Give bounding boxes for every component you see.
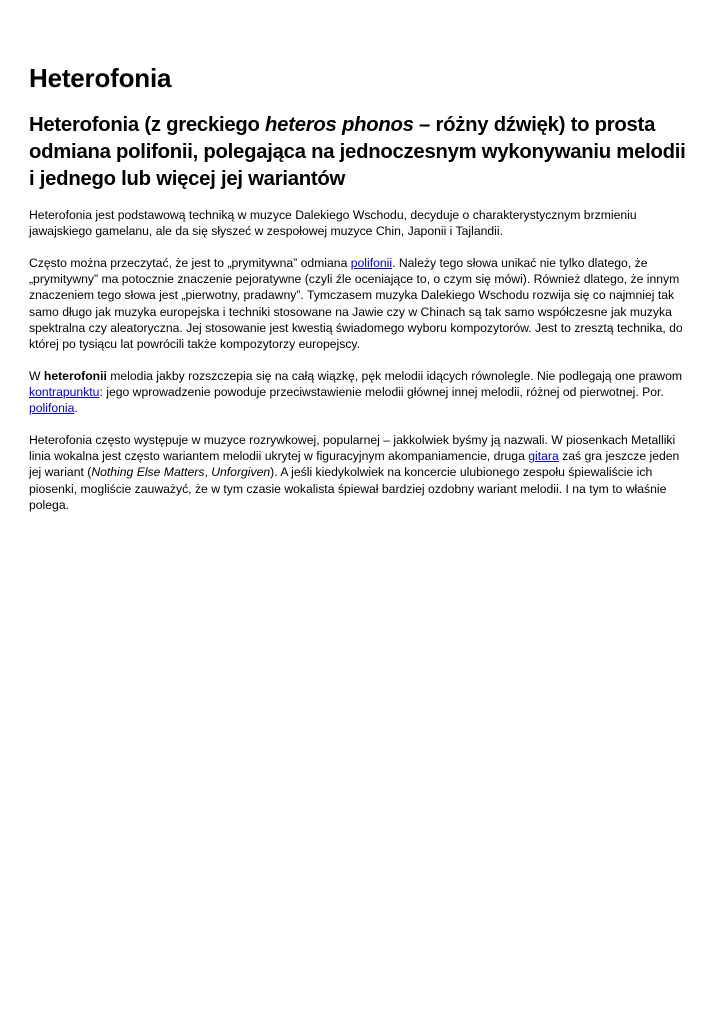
subtitle-italic-term: heteros phonos <box>265 114 414 136</box>
paragraph-text: ). A jeśli kiedykolwiek na koncercie ulubionego zespołu śpiewaliście ich piosenki, mogliście zauważyć, że w tym czasie wokalista śpiewał bardziej ozdobny wariant melodii. I na tym to właśnie polega. <box>29 465 667 512</box>
paragraph-text: . Należy tego słowa unikać nie tylko dlatego, że „prymitywny” ma potocznie znaczenie pejoratywne (czyli źle oceniające to, o czym się mówi). Również dlatego, że innym znaczeniem tego słowa jest „pierwotny, pradawny”. Tymczasem muzyka Dalekiego Wschodu rozwija się co najmniej tak samo długo jak muzyka europejska i techniki stosowane na Jawie czy w Chinach są tak samo współczesne jak muzyka spektralna czy aleatoryczna. Jej stosowanie jest kwestią świadomego wyboru kompozytorów. Jest to zresztą technika, do której po tysiącu lat powrócili także kompozytorzy europejscy. <box>29 256 683 352</box>
paragraph-popular-music <box>29 432 689 513</box>
paragraph-text: Często można przeczytać, że jest to „prymitywna” odmiana <box>29 256 351 270</box>
page-subtitle <box>29 112 689 193</box>
paragraph-text: Heterofonia często występuje w muzyce rozrywkowej, popularnej – jakkolwiek byśmy ją nazwali. W piosenkach Metalliki linia wokalna jest często wariantem melodii ukrytej w figuracyjnym akompaniamencie, druga <box>29 433 676 464</box>
italic-song-title: Unforgiven <box>211 465 271 480</box>
italic-song-title: Nothing Else Matters <box>91 465 205 480</box>
paragraph-primitive <box>29 255 689 352</box>
subtitle-text-end: – różny dźwięk) to prosta odmiana polifonii, polegająca na jednoczesnym wykonywaniu melodii i jednego lub więcej jej wariantów <box>29 114 686 190</box>
paragraph-text: , <box>204 465 212 480</box>
link-polifonii[interactable]: polifonii <box>350 256 393 270</box>
paragraph-text: zaś gra jeszcze jeden jej wariant ( <box>29 449 680 480</box>
link-gitara[interactable]: gitara <box>528 449 559 464</box>
link-kontrapunktu[interactable]: kontrapunktu <box>29 385 100 400</box>
paragraph-text: : jego wprowadzenie powoduje przeciwstawienie melodii głównej innej melodii, różnej od pierwotnej. Por. <box>99 385 664 400</box>
paragraph-definition <box>29 368 689 417</box>
paragraph-intro: Heterofonia jest podstawową techniką w muzyce Dalekiego Wschodu, decyduje o charakterystycznym brzmieniu jawajskiego gamelanu, ale da się słyszeć w zespołowej muzyce Chin, Japonii i Tajlandii. <box>29 208 637 239</box>
paragraph-text: W <box>29 369 44 383</box>
paragraph-text: melodia jakby rozszczepia się na całą wiązkę, pęk melodii idących równolegle. Nie podlegają one prawom <box>106 369 683 383</box>
paragraph-text: . <box>74 401 78 416</box>
subtitle-text-start: Heterofonia (z greckiego <box>29 114 266 136</box>
link-polifonia[interactable]: polifonia <box>29 401 75 416</box>
page-title: Heterofonia <box>29 63 172 93</box>
bold-term: heterofonii <box>43 369 107 383</box>
